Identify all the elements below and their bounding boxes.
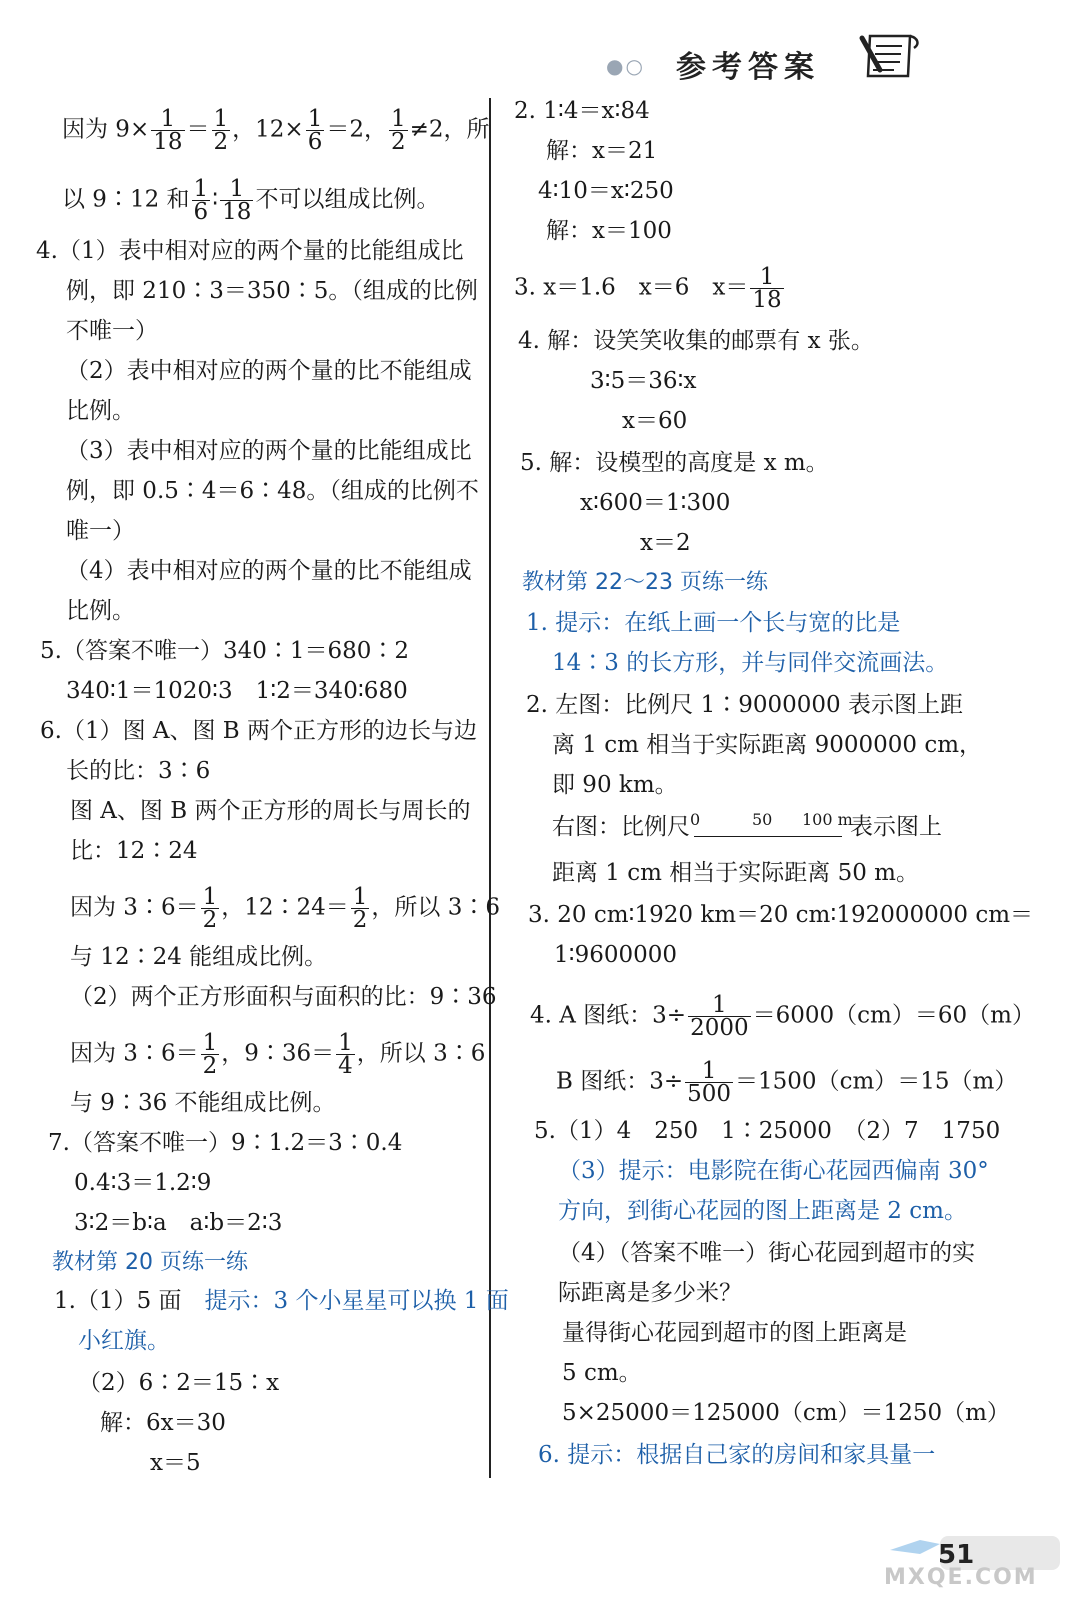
- q4-line: 唯一）: [66, 518, 135, 544]
- fraction: $\frac{1}{2}$: [213, 106, 229, 155]
- q6-line: （2）两个正方形面积与面积的比：9∶36: [70, 984, 497, 1010]
- s5-line: 量得街心花园到超市的图上距离是: [562, 1320, 907, 1346]
- page-header: [0, 30, 1069, 100]
- q4-line: 例，即 210∶3＝350∶5。（组成的比例: [66, 278, 478, 304]
- fraction: $\frac{1}{2000}$: [690, 992, 749, 1041]
- r5-line: x∶600＝1∶300: [580, 490, 731, 516]
- q6-line: 长的比：3∶6: [66, 758, 211, 784]
- r2-line: 解：x＝21: [546, 138, 658, 164]
- s5-line: 5.（1）4 250 1∶25000 （2）7 1750: [534, 1118, 1001, 1144]
- s2-line: 离 1 cm 相当于实际距离 9000000 cm，: [552, 732, 983, 758]
- q7-line: 7.（答案不唯一）9∶1.2＝3∶0.4: [48, 1130, 403, 1156]
- s3-line: 3. 20 cm∶1920 km＝20 cm∶192000000 cm＝: [528, 902, 1034, 928]
- scale-bar: 0 50 100 m: [690, 813, 850, 843]
- e1-line: 1.（1）5 面 提示：3 个小星星可以换 1 面: [54, 1288, 509, 1314]
- s5-line: 5×25000＝125000（cm）＝1250（m）: [562, 1400, 1010, 1426]
- r2-line: 解：x＝100: [546, 218, 672, 244]
- fraction: $\frac{1}{18}$: [153, 106, 183, 155]
- s4-line: B 图纸：3÷ $\frac{1}{500}$ ＝1500（cm）＝15（m）: [556, 1058, 1018, 1107]
- s5-line: （3）提示：电影院在街心花园西偏南 30°: [558, 1158, 989, 1184]
- q6-line-frac: 因为 3∶6＝ $\frac{1}{2}$ ，9∶36＝ $\frac{1}{4}$ ，所以 3∶6: [70, 1030, 486, 1079]
- s1-line: 14∶3 的长方形，并与同伴交流画法。: [552, 650, 949, 676]
- q5-line: 340∶1＝1020∶3 1∶2＝340∶680: [66, 678, 408, 704]
- s5-line: 5 cm。: [562, 1360, 642, 1386]
- header-dots: ●○: [606, 54, 645, 78]
- fraction: $\frac{1}{6}$: [193, 176, 209, 225]
- q5-line: 5.（答案不唯一）340∶1＝680∶2: [40, 638, 410, 664]
- left-line-2: 以 9∶12 和 $\frac{1}{6}$ ∶ $\frac{1}{18}$ 不可以组成比例。: [62, 176, 440, 225]
- r2-line: 2. 1∶4＝x∶84: [514, 98, 650, 124]
- e1-line: x＝5: [150, 1450, 201, 1476]
- s2-line: 距离 1 cm 相当于实际距离 50 m。: [552, 860, 919, 886]
- notebook-pencil-icon: [858, 30, 924, 82]
- q6-line: 与 12∶24 能组成比例。: [70, 944, 328, 970]
- fraction: $\frac{1}{18}$: [222, 176, 252, 225]
- s2-line-ruler: 右图：比例尺 0 50 100 m 表示图上: [552, 812, 942, 843]
- s5-line: 际距离是多少米？: [558, 1280, 742, 1306]
- q6-line: 6.（1）图 A、图 B 两个正方形的边长与边: [40, 718, 478, 744]
- s2-line: 即 90 km。: [552, 772, 678, 798]
- s4-line: 4. A 图纸：3÷ $\frac{1}{2000}$ ＝6000（cm）＝60（m）: [530, 992, 1035, 1041]
- s5-line: （4）（答案不唯一）街心花园到超市的实: [558, 1240, 976, 1266]
- section-title-p22: 教材第 22～23 页练一练: [522, 570, 768, 595]
- q4-line: 不唯一）: [66, 318, 158, 344]
- s2-line: 2. 左图：比例尺 1∶9000000 表示图上距: [526, 692, 963, 718]
- watermark-text: MXQE.COM: [884, 1565, 1038, 1590]
- r3-line: 3. x＝1.6 x＝6 x＝ $\frac{1}{18}$: [514, 264, 782, 313]
- q7-line: 3∶2＝b∶a a∶b＝2∶3: [74, 1210, 283, 1236]
- q4-line: 比例。: [66, 398, 135, 424]
- q4-line: （3）表中相对应的两个量的比能组成比: [66, 438, 472, 464]
- fraction: $\frac{1}{2}$: [202, 1030, 218, 1079]
- s3-line: 1∶9600000: [554, 942, 678, 968]
- q4-line: （4）表中相对应的两个量的比不能组成: [66, 558, 472, 584]
- q6-line: 图 A、图 B 两个正方形的周长与周长的: [70, 798, 471, 824]
- column-divider: [489, 98, 491, 1478]
- q4-line: 例，即 0.5∶4＝6∶48。（组成的比例不: [66, 478, 479, 504]
- e1-line: 解：6x＝30: [100, 1410, 226, 1436]
- q6-line-frac: 因为 3∶6＝ $\frac{1}{2}$ ，12∶24＝ $\frac{1}{2}$ ，所以 3∶6: [70, 884, 500, 933]
- q7-line: 0.4∶3＝1.2∶9: [74, 1170, 212, 1196]
- r4-line: 4. 解：设笑笑收集的邮票有 x 张。: [518, 328, 874, 354]
- r4-line: 3∶5＝36∶x: [590, 368, 697, 394]
- fraction: $\frac{1}{4}$: [338, 1030, 353, 1079]
- r5-line: x＝2: [640, 530, 691, 556]
- s5-line: 方向，到街心花园的图上距离是 2 cm。: [558, 1198, 967, 1224]
- r4-line: x＝60: [622, 408, 688, 434]
- e1-line: 小红旗。: [78, 1328, 170, 1354]
- s1-line: 1. 提示：在纸上画一个长与宽的比是: [526, 610, 901, 636]
- fraction: $\frac{1}{2}$: [352, 884, 368, 933]
- left-line-1: 因为 9× $\frac{1}{18}$ ＝ $\frac{1}{2}$ ，12× $\frac{1}{6}$ ＝2， $\frac{1}{2}$ ≠2，所: [62, 106, 490, 155]
- section-title-p20: 教材第 20 页练一练: [52, 1250, 248, 1275]
- fraction: $\frac{1}{6}$: [307, 106, 323, 155]
- header-title: 参考答案: [676, 50, 820, 85]
- q6-line: 比：12∶24: [70, 838, 198, 864]
- r5-line: 5. 解：设模型的高度是 x m。: [520, 450, 829, 476]
- s6-line: 6. 提示：根据自己家的房间和家具量一: [538, 1442, 936, 1468]
- fraction: $\frac{1}{18}$: [752, 264, 782, 313]
- page-number: 51: [938, 1540, 975, 1570]
- q6-line: 与 9∶36 不能组成比例。: [70, 1090, 336, 1116]
- q4-line: 4.（1）表中相对应的两个量的比能组成比: [36, 238, 464, 264]
- r2-line: 4∶10＝x∶250: [538, 178, 674, 204]
- e1-line: （2）6∶2＝15∶x: [78, 1370, 280, 1396]
- fraction: $\frac{1}{2}$: [202, 884, 218, 933]
- fraction: $\frac{1}{500}$: [687, 1058, 732, 1107]
- fraction: $\frac{1}{2}$: [390, 106, 406, 155]
- q4-line: 比例。: [66, 598, 135, 624]
- q4-line: （2）表中相对应的两个量的比不能组成: [66, 358, 472, 384]
